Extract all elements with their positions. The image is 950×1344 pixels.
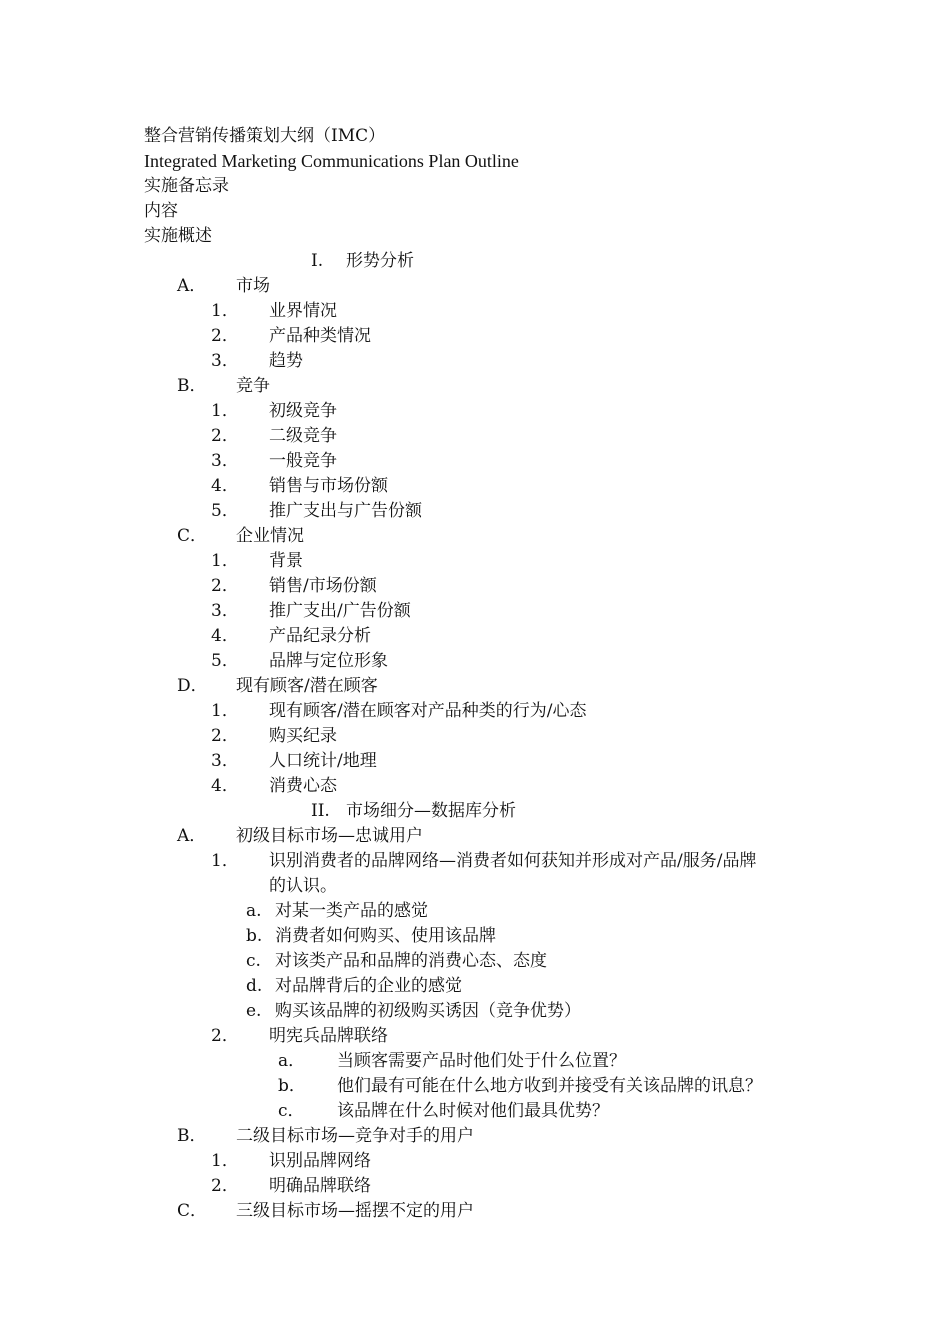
outline-mark: d.	[246, 976, 263, 996]
outline-item: 初级竞争	[269, 401, 337, 421]
outline-subitem: 对品牌背后的企业的感觉	[275, 976, 462, 996]
outline-mark: C．	[177, 526, 208, 546]
section-title: 形势分析	[346, 251, 414, 271]
memo-heading: 实施备忘录	[144, 176, 229, 196]
outline-mark: a．	[278, 1051, 306, 1071]
outline-item: 消费心态	[269, 776, 337, 796]
outline-mark: 2．	[211, 726, 239, 746]
outline-mark: 3．	[211, 751, 239, 771]
outline-subitem: 当顾客需要产品时他们处于什么位置？	[337, 1051, 626, 1071]
outline-heading: 二级目标市场—竞争对手的用户	[236, 1126, 474, 1146]
outline-heading: 市场	[236, 276, 270, 296]
outline-heading: 初级目标市场—忠诚用户	[236, 826, 423, 846]
outline-item: 销售/市场份额	[269, 576, 377, 596]
outline-item: 产品种类情况	[269, 326, 371, 346]
outline-subitem: 对该类产品和品牌的消费心态、态度	[275, 951, 547, 971]
section-number: I.	[311, 251, 324, 271]
outline-mark: 4．	[211, 776, 239, 796]
outline-item: 明宪兵品牌联络	[269, 1026, 388, 1046]
outline-mark: 3．	[211, 601, 239, 621]
contents-heading: 内容	[144, 201, 178, 221]
outline-mark: 2．	[211, 576, 239, 596]
outline-item: 品牌与定位形象	[269, 651, 388, 671]
outline-mark: 1．	[211, 301, 239, 321]
outline-mark: 1．	[211, 401, 239, 421]
outline-mark: c.	[246, 951, 261, 971]
outline-item: 业界情况	[269, 301, 337, 321]
outline-mark: 2．	[211, 426, 239, 446]
outline-mark: B．	[177, 1126, 207, 1146]
outline-heading: 竞争	[236, 376, 270, 396]
outline-mark: 1．	[211, 851, 239, 871]
outline-item: 明确品牌联络	[269, 1176, 371, 1196]
outline-mark: 3．	[211, 351, 239, 371]
outline-mark: 1．	[211, 701, 239, 721]
outline-subitem: 对某一类产品的感觉	[275, 901, 428, 921]
title-chinese: 整合营销传播策划大纲（IMC）	[144, 126, 386, 146]
outline-mark: b.	[246, 926, 263, 946]
outline-item: 识别品牌网络	[269, 1151, 371, 1171]
outline-mark: 1．	[211, 551, 239, 571]
outline-item: 购买纪录	[269, 726, 337, 746]
title-english: Integrated Marketing Communications Plan Outline	[144, 151, 519, 171]
outline-mark: c．	[278, 1101, 305, 1121]
outline-heading: 企业情况	[236, 526, 304, 546]
outline-item: 人口统计/地理	[269, 751, 377, 771]
outline-item: 销售与市场份额	[269, 476, 388, 496]
outline-mark: 2．	[211, 326, 239, 346]
outline-item: 趋势	[269, 351, 303, 371]
outline-mark: 2．	[211, 1026, 239, 1046]
outline-mark: D．	[177, 676, 208, 696]
outline-item: 推广支出与广告份额	[269, 501, 422, 521]
outline-mark: A．	[177, 826, 207, 846]
outline-mark: 4．	[211, 476, 239, 496]
overview-heading: 实施概述	[144, 226, 212, 246]
section-number: II.	[311, 801, 330, 821]
outline-mark: e.	[246, 1001, 262, 1021]
outline-item: 产品纪录分析	[269, 626, 371, 646]
outline-heading: 现有顾客/潜在顾客	[236, 676, 378, 696]
outline-mark: A．	[177, 276, 207, 296]
outline-mark: 1．	[211, 1151, 239, 1171]
outline-item: 识别消费者的品牌网络—消费者如何获知并形成对产品/服务/品牌	[269, 851, 757, 871]
outline-mark: C．	[177, 1201, 208, 1221]
outline-item: 二级竞争	[269, 426, 337, 446]
outline-subitem: 购买该品牌的初级购买诱因（竞争优势）	[275, 1001, 581, 1021]
outline-item: 推广支出/广告份额	[269, 601, 411, 621]
outline-mark: 5．	[211, 501, 239, 521]
outline-mark: 5．	[211, 651, 239, 671]
outline-subitem: 消费者如何购买、使用该品牌	[275, 926, 496, 946]
outline-item: 现有顾客/潜在顾客对产品种类的行为/心态	[269, 701, 587, 721]
outline-item: 背景	[269, 551, 303, 571]
outline-heading: 三级目标市场—摇摆不定的用户	[236, 1201, 474, 1221]
outline-subitem: 该品牌在什么时候对他们最具优势？	[337, 1101, 609, 1121]
section-title: 市场细分—数据库分析	[346, 801, 516, 821]
outline-mark: a.	[246, 901, 262, 921]
outline-subitem: 他们最有可能在什么地方收到并接受有关该品牌的讯息？	[337, 1076, 762, 1096]
outline-mark: 2．	[211, 1176, 239, 1196]
outline-mark: 4．	[211, 626, 239, 646]
outline-item: 一般竞争	[269, 451, 337, 471]
outline-mark: B．	[177, 376, 207, 396]
outline-item-continuation: 的认识。	[269, 876, 337, 896]
outline-mark: b．	[278, 1076, 306, 1096]
outline-mark: 3．	[211, 451, 239, 471]
